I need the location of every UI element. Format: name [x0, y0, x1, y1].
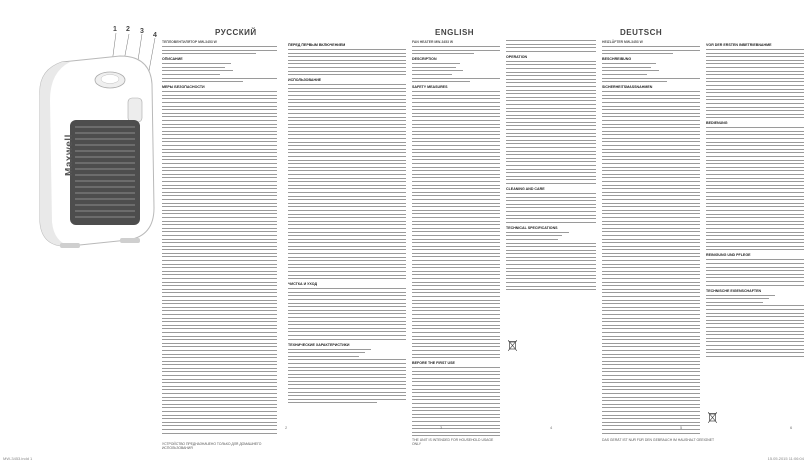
russian-panel	[160, 0, 410, 452]
english-column-2	[506, 40, 596, 440]
callout-4: 4	[153, 32, 157, 39]
heater-foot-left	[60, 243, 80, 248]
deutsch-column-1	[602, 46, 700, 436]
illustration-panel	[0, 0, 160, 452]
en-section-operation: OPERATION	[506, 54, 528, 59]
en-section-specs: TECHNICAL SPECIFICATIONS	[506, 225, 558, 230]
de-section-safety: SICHERHEITSMASSNAHMEN	[602, 85, 653, 90]
page-number-5: 5	[680, 425, 683, 430]
mode-switch	[128, 98, 142, 122]
callout-1: 1	[113, 26, 117, 33]
ru-section-specs: ТЕХНИЧЕСКИЕ ХАРАКТЕРИСТИКИ	[288, 342, 350, 347]
deutsch-panel	[600, 0, 808, 452]
page-number-2: 2	[285, 425, 288, 430]
footer-timestamp: 15.05.2015 11:06:04	[767, 456, 804, 461]
heater-foot-right	[120, 238, 140, 243]
ru-household-note: УСТРОЙСТВО ПРЕДНАЗНАЧЕНО ТОЛЬКО ДЛЯ ДОМАШНЕГО ИСПОЛЬЗОВАНИЯ	[162, 442, 262, 450]
page-number-6: 6	[790, 425, 793, 430]
english-column-1	[412, 46, 500, 436]
callout-3: 3	[140, 28, 144, 35]
de-section-before-use: VOR DER ERSTEN INBETRIEBNAHME	[706, 43, 772, 47]
russian-header: РУССКИЙ	[215, 28, 257, 37]
de-section-specs: TECHNISCHE EIGENSCHAFTEN	[706, 288, 762, 293]
ru-section-operation: ИСПОЛЬЗОВАНИЕ	[288, 78, 322, 83]
deutsch-column-2	[706, 40, 804, 440]
callout-2: 2	[126, 26, 130, 33]
en-section-cleaning: CLEANING AND CARE	[506, 186, 545, 191]
footer-file-label: MW-3453.indd 1	[3, 456, 33, 461]
de-section-operation: BEDIENUNG	[706, 121, 728, 126]
en-section-safety: SAFETY MEASURES	[412, 85, 448, 90]
de-household-note: DAS GERÄT IST NUR FÜR DEN GEBRAUCH IM HAUSHALT GEEIGNET	[602, 438, 715, 442]
front-grille	[70, 120, 140, 225]
fan-heater-illustration	[0, 0, 160, 452]
en-household-note: THE UNIT IS INTENDED FOR HOUSEHOLD USAGE ONLY	[412, 438, 494, 446]
de-section-description: BESCHREIBUNG	[602, 57, 632, 62]
russian-model-line: ТЕПЛОВЕНТИЛЯТОР MW-3453 W	[162, 40, 217, 44]
russian-column-2	[288, 40, 406, 440]
ru-section-before-use: ПЕРЕД ПЕРВЫМ ВКЛЮЧЕНИЕМ	[288, 43, 346, 47]
english-header: ENGLISH	[435, 28, 475, 37]
english-panel	[410, 0, 600, 452]
wheelie-bin-icon	[708, 412, 717, 423]
deutsch-model-line: HEIZLÜFTER MW-3453 W	[602, 40, 643, 44]
ru-section-cleaning: ЧИСТКА И УХОД	[288, 282, 318, 287]
english-model-line: FAN HEATER MW-3453 W	[412, 40, 454, 44]
en-section-description: DESCRIPTION	[412, 57, 437, 62]
russian-column-1	[162, 46, 277, 436]
de-section-cleaning: REINIGUNG UND PFLEGE	[706, 253, 751, 258]
ru-section-description: ОПИСАНИЕ	[162, 57, 183, 62]
ru-section-safety: МЕРЫ БЕЗОПАСНОСТИ	[162, 85, 205, 90]
en-section-before-use: BEFORE THE FIRST USE	[412, 361, 455, 366]
page-number-4: 4	[550, 425, 553, 430]
page-number-3: 3	[440, 425, 443, 430]
wheelie-bin-icon	[508, 340, 517, 351]
deutsch-header: DEUTSCH	[620, 28, 663, 37]
brand-logo: Maxwell	[64, 134, 75, 176]
print-footer	[0, 452, 808, 465]
